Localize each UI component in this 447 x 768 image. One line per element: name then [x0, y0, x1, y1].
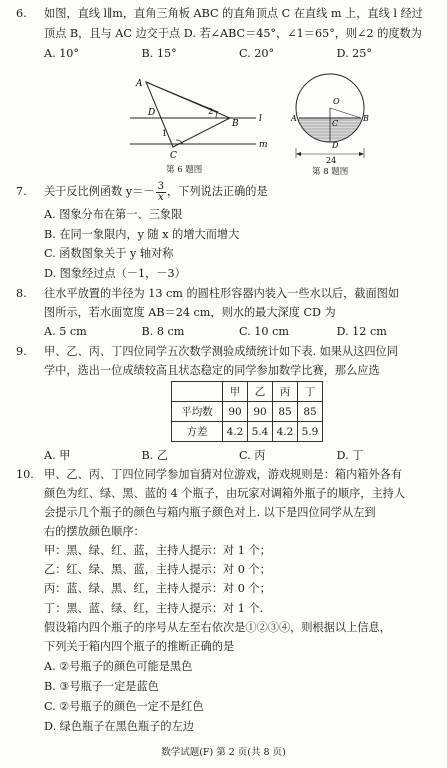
q10-number: 10.: [16, 468, 34, 481]
table-row: [172, 422, 323, 442]
q8-label-d: D: [332, 141, 339, 150]
table-cell: 方差: [172, 422, 223, 442]
table-cell: 丁: [298, 382, 323, 402]
q10-line-2: 颜色为红、绿、黑、蓝的 4 个瓶子，由玩家对调箱外瓶子的顺序，主持人: [44, 487, 406, 500]
q8-option-b: B. 8 cm: [141, 325, 185, 338]
table-cell: [172, 382, 223, 402]
table-cell: 85: [273, 402, 298, 422]
q8-option-a: A. 5 cm: [44, 325, 87, 338]
q8-label-dimension: 24: [326, 156, 337, 164]
q7-option-b: B. 在同一象限内，y 随 x 的增大而增大: [44, 228, 240, 241]
q9-option-b: B. 乙: [141, 449, 169, 462]
q10-option-d: D. 绿色瓶子在黑色瓶子的左边: [44, 720, 194, 733]
q6-label-m: m: [259, 140, 268, 150]
q9-line-2: 学中，选出一位成绩较高且状态稳定的同学参加数学比赛，那么应选: [44, 364, 380, 377]
q6-label-angle-1: 1: [162, 129, 168, 138]
q10-line-8: 丁：黑、蓝、绿、红，主持人提示：对 1 个.: [44, 602, 264, 615]
q6-option-a: A. 10°: [44, 47, 80, 60]
q10-line-4: 右的摆放颜色顺序：: [44, 525, 145, 538]
q6-label-angle-2: 2: [208, 107, 214, 116]
q6-option-d: D. 25°: [336, 47, 373, 60]
q8-label-o: O: [333, 97, 340, 106]
table-cell: 5.9: [298, 422, 323, 442]
q7-number: 7.: [16, 185, 27, 198]
table-cell: 85: [298, 402, 323, 422]
q6-figure-caption: 第 6 题图: [166, 165, 203, 175]
table-cell: 4.2: [223, 422, 248, 442]
q6-label-l: l: [259, 114, 262, 124]
q6-number: 6.: [16, 7, 27, 20]
q7-option-d: D. 图象经过点（－1，－3）: [44, 267, 186, 280]
table-row: [172, 402, 323, 422]
table-cell: 90: [223, 402, 248, 422]
q10-line-5: 甲：黑、绿、红、蓝，主持人提示：对 1 个；: [44, 544, 271, 557]
q7-option-c: C. 函数图象关于 y 轴对称: [44, 247, 174, 260]
q10-line-7: 丙：蓝、绿、黑、红，主持人提示：对 0 个；: [44, 582, 271, 595]
q9-options: [44, 449, 434, 463]
table-cell: 90: [248, 402, 273, 422]
q7-fraction: $\frac{3}{x}$: [157, 180, 164, 203]
q9-line-1: 9. 甲、乙、丙、丁四位同学五次数学测验成绩统计如下表. 如果从这四位同: [16, 345, 398, 358]
q6-option-b: B. 15°: [141, 47, 177, 60]
q6-label-a: A: [136, 79, 143, 89]
q10-line-10: 下列关于箱内四个瓶子的推断正确的是: [44, 640, 235, 653]
table-cell: 4.2: [273, 422, 298, 442]
table-cell: 甲: [223, 382, 248, 402]
q6-line-1: 6. 如图，直线 l∥m，直角三角板 ABC 的直角顶点 C 在直线 m 上，直线 l 经过: [16, 7, 423, 20]
q9-number: 9.: [16, 345, 27, 358]
q6-label-b: B: [232, 119, 239, 129]
q8-figure-caption: 第 8 题图: [312, 167, 349, 177]
q8-line-2: 图所示，若水面宽度 AB＝24 cm，则水的最大深度 CD 为: [44, 306, 336, 319]
q8-option-c: C. 10 cm: [239, 325, 289, 338]
q9-option-d: D. 丁: [336, 449, 364, 462]
table-cell: 丙: [273, 382, 298, 402]
q9-option-a: A. 甲: [44, 449, 71, 462]
q8-line-1: 8. 往水平放置的半径为 13 cm 的圆柱形容器内装入一些水以后，截面图如: [16, 287, 400, 300]
q8-label-a: A: [291, 114, 297, 123]
table-cell: 乙: [248, 382, 273, 402]
table-cell: 5.4: [248, 422, 273, 442]
q8-label-b: B: [363, 114, 369, 123]
q8-number: 8.: [16, 287, 27, 300]
q7-line-1: 7. 关于反比例函数 y＝－ $\frac{3}{x}$ ，下列说法正确的是: [16, 180, 268, 203]
q10-line-1: 10. 甲、乙、丙、丁四位同学参加盲猜对位游戏，游戏规则是：箱内箱外各有: [16, 468, 403, 481]
q6-figure: [128, 74, 268, 164]
q6-option-c: C. 20°: [239, 47, 275, 60]
q10-option-a: A. ②号瓶子的颜色可能是黑色: [44, 660, 193, 673]
q7-option-a: A. 图象分布在第一、三象限: [44, 208, 183, 221]
q10-option-c: C. ②号瓶子的颜色一定不是红色: [44, 700, 204, 713]
q6-line-2: 顶点 B，且与 AC 边交于点 D. 若∠ABC＝45°，∠1＝65°，则∠2 的度数为: [44, 27, 422, 40]
page-footer: 数学试题(F) 第 2 页(共 8 页): [161, 747, 286, 758]
q9-table: [171, 381, 323, 442]
q10-line-6: 乙：红、绿、黑、蓝，主持人提示：对 0 个；: [44, 563, 271, 576]
q6-label-c: C: [170, 151, 177, 161]
q8-options: [44, 325, 434, 339]
table-row: [172, 382, 323, 402]
q9-option-c: C. 丙: [239, 449, 266, 462]
table-cell: 平均数: [172, 402, 223, 422]
q6-label-d: D: [148, 108, 156, 118]
q10-line-3: 会提示几个瓶子的颜色与箱内瓶子颜色对上. 以下是四位同学从左到: [44, 506, 376, 519]
q8-label-c: C: [332, 119, 339, 128]
q8-option-d: D. 12 cm: [336, 325, 387, 338]
q8-figure: [280, 68, 390, 164]
q10-option-b: B. ③号瓶子一定是蓝色: [44, 680, 159, 693]
q10-line-9: 假设箱内四个瓶子的序号从左至右依次是①②③④，则根据以上信息，: [44, 621, 391, 634]
q6-options: [44, 47, 434, 61]
